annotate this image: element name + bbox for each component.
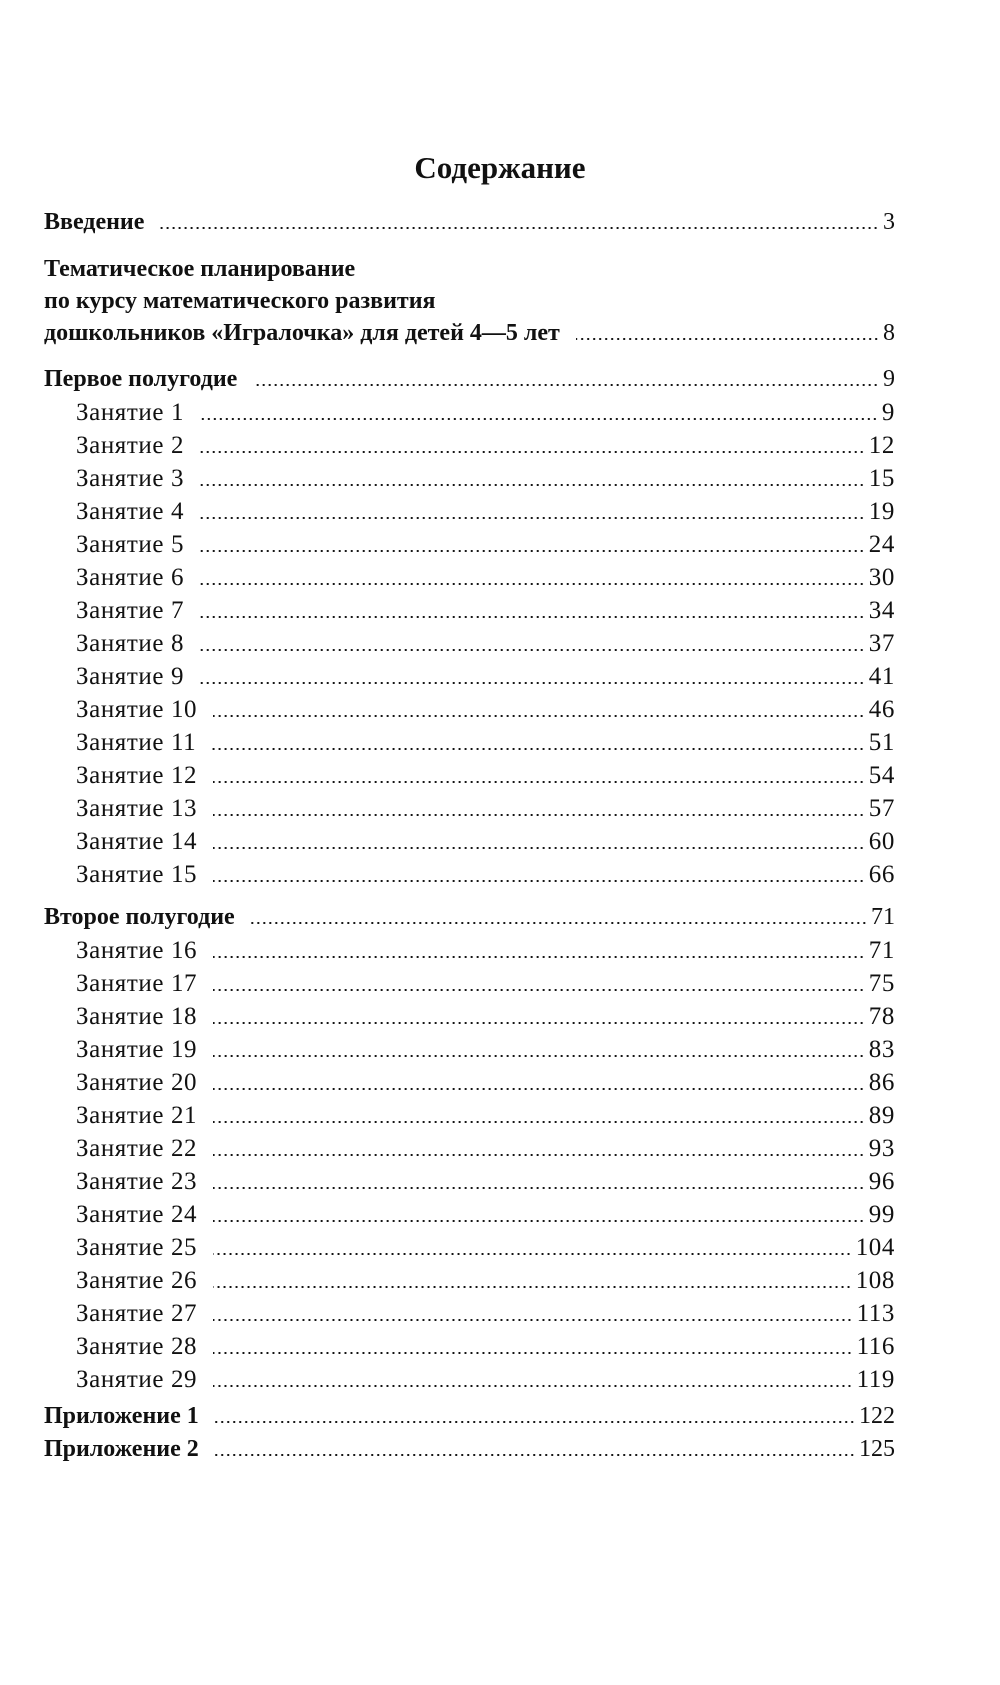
toc-entry-label: Занятие 8 — [76, 630, 185, 657]
toc-entry-label: Занятие 9 — [76, 663, 185, 690]
toc-entry-page: 122 — [859, 1403, 895, 1429]
toc-section-second-half[interactable] — [44, 901, 895, 934]
dot-leader — [213, 781, 865, 783]
toc-entry-lesson[interactable] — [76, 693, 895, 726]
toc-entry-label: Занятие 27 — [76, 1300, 198, 1327]
dot-leader — [213, 1352, 852, 1354]
toc-entry-lesson[interactable] — [76, 1066, 895, 1099]
toc-entry-appendix[interactable] — [44, 1433, 895, 1466]
planning-title-line-1: Тематическое планирование — [44, 256, 356, 282]
toc-entry-label: Занятие 25 — [76, 1234, 198, 1261]
toc-entry-label: Занятие 1 — [76, 399, 185, 426]
toc-entry-lesson[interactable] — [76, 967, 895, 1000]
toc-entry-label: Занятие 21 — [76, 1102, 198, 1129]
dot-leader — [200, 649, 865, 651]
dot-leader — [213, 1187, 865, 1189]
toc-entry-lesson[interactable] — [76, 1297, 895, 1330]
toc-entry-page: 46 — [868, 696, 895, 723]
dot-leader — [213, 880, 865, 882]
dot-leader — [200, 418, 878, 420]
dot-leader — [200, 451, 865, 453]
dot-leader — [213, 1121, 865, 1123]
toc-entry-lesson[interactable] — [76, 858, 895, 891]
dot-leader — [253, 384, 879, 386]
dot-leader — [213, 1154, 865, 1156]
toc-entry-page: 93 — [868, 1135, 895, 1162]
toc-entry-label: Приложение 2 — [44, 1436, 199, 1462]
toc-entry-label: Занятие 16 — [76, 937, 198, 964]
dot-leader — [213, 989, 865, 991]
toc-entry-lesson[interactable] — [76, 495, 895, 528]
dot-leader — [160, 227, 879, 229]
toc-entry-lesson[interactable] — [76, 396, 895, 429]
toc-entry-page: 57 — [868, 795, 895, 822]
toc-entry-page: 86 — [868, 1069, 895, 1096]
toc-entry-label: Занятие 19 — [76, 1036, 198, 1063]
toc-entry-page: 8 — [883, 320, 895, 346]
dot-leader — [200, 583, 865, 585]
dot-leader — [213, 1055, 865, 1057]
toc-entry-lesson[interactable] — [76, 726, 895, 759]
toc-entry-lesson[interactable] — [76, 1165, 895, 1198]
dot-leader — [213, 1253, 852, 1255]
dot-leader — [213, 847, 865, 849]
dot-leader — [200, 616, 865, 618]
toc-entry-lesson[interactable] — [76, 660, 895, 693]
toc-section-first-half[interactable] — [44, 363, 895, 396]
toc-entry-page: 99 — [868, 1201, 895, 1228]
toc-entry-lesson[interactable] — [76, 528, 895, 561]
dot-leader — [213, 1220, 865, 1222]
dot-leader — [200, 682, 865, 684]
toc-entry-lesson[interactable] — [76, 561, 895, 594]
toc-entry-label: Занятие 26 — [76, 1267, 198, 1294]
toc-entry-label: Занятие 17 — [76, 970, 198, 997]
toc-entry-label: Занятие 23 — [76, 1168, 198, 1195]
dot-leader — [213, 1088, 865, 1090]
toc-entry-label: Занятие 2 — [76, 432, 185, 459]
toc-entry-page: 108 — [855, 1267, 895, 1294]
toc-entry-label: Занятие 11 — [76, 729, 197, 756]
toc-entry-lesson[interactable] — [76, 1264, 895, 1297]
toc-entry-label: Занятие 10 — [76, 696, 198, 723]
toc-entry-page: 51 — [868, 729, 895, 756]
dot-leader — [212, 748, 865, 750]
toc-entry-page: 54 — [868, 762, 895, 789]
toc-entry-lesson[interactable] — [76, 1132, 895, 1165]
toc-entry-label: Занятие 29 — [76, 1366, 198, 1393]
toc-entry-label: Занятие 7 — [76, 597, 185, 624]
toc-entry-lesson[interactable] — [76, 759, 895, 792]
dot-leader — [200, 550, 865, 552]
toc-entry-page: 66 — [868, 861, 895, 888]
toc-entry-label: Занятие 20 — [76, 1069, 198, 1096]
toc-entry-lesson[interactable] — [76, 1000, 895, 1033]
toc-entry-page: 41 — [868, 663, 895, 690]
toc-entry-lesson[interactable] — [76, 1231, 895, 1264]
dot-leader — [213, 956, 865, 958]
toc-entry-label: Занятие 13 — [76, 795, 198, 822]
dot-leader — [213, 1319, 852, 1321]
toc-entry-label: Занятие 28 — [76, 1333, 198, 1360]
toc-entry-lesson[interactable] — [76, 1363, 895, 1396]
toc-entry-page: 30 — [868, 564, 895, 591]
toc-entry-page: 96 — [868, 1168, 895, 1195]
dot-leader — [213, 814, 865, 816]
dot-leader — [215, 1454, 855, 1456]
toc-entry-label: Занятие 22 — [76, 1135, 198, 1162]
toc-entry-page: 60 — [868, 828, 895, 855]
toc-entry-intro[interactable] — [44, 206, 895, 239]
toc-section-page: 71 — [871, 904, 895, 930]
dot-leader — [215, 1421, 855, 1423]
dot-leader — [200, 517, 865, 519]
dot-leader — [213, 715, 865, 717]
toc-entry-lesson[interactable] — [76, 792, 895, 825]
toc-entry-page: 19 — [868, 498, 895, 525]
toc-section-label: Второе полугодие — [44, 904, 235, 930]
toc-entry-label: дошкольников «Игралочка» для детей 4—5 лет — [44, 320, 560, 346]
toc-entry-label: Занятие 24 — [76, 1201, 198, 1228]
toc-entry-lesson[interactable] — [76, 934, 895, 967]
toc-entry-lesson[interactable] — [76, 1099, 895, 1132]
toc-entry-label: Занятие 5 — [76, 531, 185, 558]
toc-entry-page: 9 — [881, 399, 895, 426]
toc-entry-page: 34 — [868, 597, 895, 624]
dot-leader — [200, 484, 865, 486]
toc-entry-lesson[interactable] — [76, 462, 895, 495]
dot-leader — [213, 1022, 865, 1024]
toc-entry-lesson[interactable] — [76, 627, 895, 660]
toc-entry-planning[interactable] — [44, 317, 895, 350]
toc-entry-page: 15 — [868, 465, 895, 492]
toc-entry-page: 75 — [868, 970, 895, 997]
toc-entry-label: Занятие 14 — [76, 828, 198, 855]
toc-entry-page: 71 — [868, 937, 895, 964]
toc-entry-lesson[interactable] — [76, 1198, 895, 1231]
dot-leader — [576, 338, 879, 340]
page-title: Содержание — [414, 150, 586, 185]
toc-entry-page: 3 — [883, 209, 895, 235]
toc-entry-page: 89 — [868, 1102, 895, 1129]
toc-section-label: Первое полугодие — [44, 366, 238, 392]
toc-entry-label: Занятие 15 — [76, 861, 198, 888]
toc-entry-lesson[interactable] — [76, 825, 895, 858]
dot-leader — [251, 922, 867, 924]
toc-entry-lesson[interactable] — [76, 1330, 895, 1363]
toc-entry-page: 113 — [856, 1300, 895, 1327]
toc-entry-page: 37 — [868, 630, 895, 657]
toc-entry-page: 83 — [868, 1036, 895, 1063]
toc-entry-label: Введение — [44, 209, 145, 235]
toc-entry-page: 116 — [856, 1333, 895, 1360]
dot-leader — [213, 1286, 852, 1288]
toc-entry-page: 78 — [868, 1003, 895, 1030]
toc-entry-lesson[interactable] — [76, 1033, 895, 1066]
toc-entry-label: Занятие 4 — [76, 498, 185, 525]
toc-entry-label: Занятие 12 — [76, 762, 198, 789]
toc-entry-page: 119 — [856, 1366, 895, 1393]
toc-entry-page: 104 — [855, 1234, 895, 1261]
toc-entry-label: Занятие 6 — [76, 564, 185, 591]
toc-entry-label: Занятие 18 — [76, 1003, 198, 1030]
toc-section-page: 9 — [883, 366, 895, 392]
toc-entry-label: Занятие 3 — [76, 465, 185, 492]
toc-entry-lesson[interactable] — [76, 594, 895, 627]
toc-entry-page: 125 — [859, 1436, 895, 1462]
toc-entry-page: 24 — [868, 531, 895, 558]
dot-leader — [213, 1385, 852, 1387]
toc-entry-page: 12 — [868, 432, 895, 459]
toc-entry-label: Приложение 1 — [44, 1403, 199, 1429]
toc-entry-lesson[interactable] — [76, 429, 895, 462]
toc-entry-appendix[interactable] — [44, 1400, 895, 1433]
planning-title-line-2: по курсу математического развития — [44, 288, 436, 314]
